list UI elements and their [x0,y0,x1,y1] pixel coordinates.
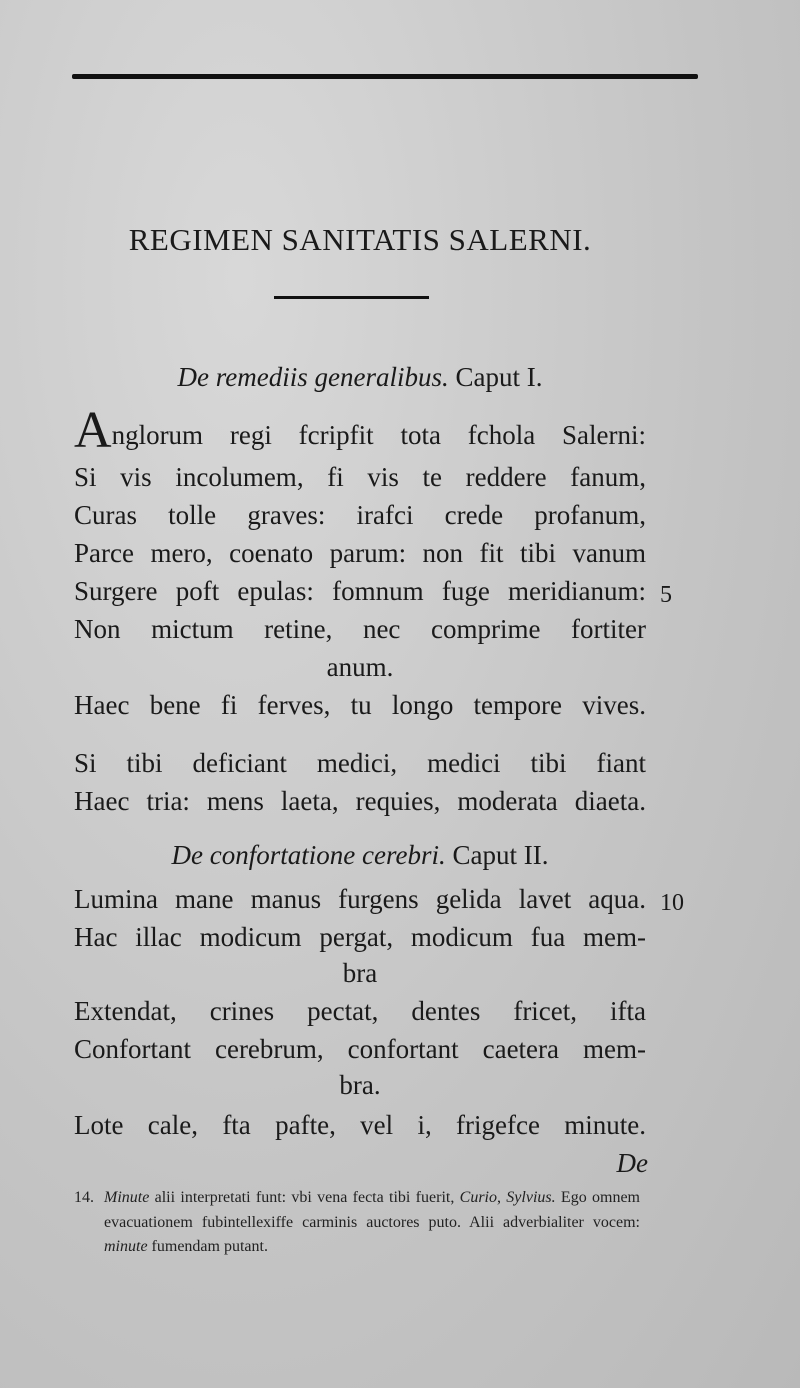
line-number-10: 10 [660,890,684,916]
line-number-5: 5 [660,582,672,608]
verse-line-7: Haec bene fi ferves, tu longo tempore vives. [74,690,646,720]
verse-line-4: Parce mero, coenato parum: non fit tibi vanum [74,538,646,568]
verse-line-1: Anglorum regi fcripfit tota fchola Salerni: [74,402,646,459]
verse-line-10: Lumina mane manus furgens gelida lavet aqua. [74,884,646,914]
catchword: De [616,1148,648,1178]
verse-line-12: Extendat, crines pectat, dentes fricet, ifta [74,996,646,1026]
verse-line-14: Lote cale, fta pafte, vel i, frigefce minute. [74,1110,646,1140]
chapter-title-1: De remediis generalibus. [177,362,449,392]
verse-line-6: Non mictum retine, nec comprime fortiter [74,614,646,644]
footnote-term: Minute [104,1189,150,1206]
verse-line-11: Hac illac modicum pergat, modicum fua mem- [74,922,646,952]
verse-line-8: Si tibi deficiant medici, medici tibi fiant [74,748,646,778]
verse-line-9: Haec tria: mens laeta, requies, moderata diaeta. [74,786,646,816]
drop-cap: A [74,402,112,459]
footnote-citation-sylvius: Sylvius. [506,1189,556,1206]
footnote: 14. Minute alii interpretati funt: vbi vena fecta tibi fuerit, Curio, Sylvius. Ego omnem evacuationem fubintellexiffe carminis auctores puto. Alii adverbialiter vocem: minute fumendam putant. [104,1186,640,1260]
verse-line-11-continuation: bra [342,958,378,988]
verse-line-13-continuation: bra. [339,1070,381,1100]
footnote-term-2: minute [104,1238,148,1255]
chapter-title-2: De confortatione cerebri. [171,840,446,870]
verse-line-2: Si vis incolumem, fi vis te reddere fanum, [74,462,646,492]
verse-line-3: Curas tolle graves: irafci crede profanum, [74,500,646,530]
chapter-heading-2 [0,840,720,871]
verse-line-5: Surgere poft epulas: fomnum fuge meridianum: [74,576,646,606]
chapter-heading-1 [0,362,720,393]
footnote-citation-curio: Curio [459,1189,497,1206]
chapter-caput-1: Caput I. [455,362,543,392]
running-title: REGIMEN SANITATIS SALERNI. [128,222,592,257]
title-underline [274,296,429,299]
verse-line-13: Confortant cerebrum, confortant caetera mem- [74,1034,646,1064]
top-rule [72,74,698,79]
footnote-number: 14. [74,1189,94,1206]
verse-line-6-continuation: anum. [326,652,394,682]
chapter-caput-2: Caput II. [452,840,549,870]
